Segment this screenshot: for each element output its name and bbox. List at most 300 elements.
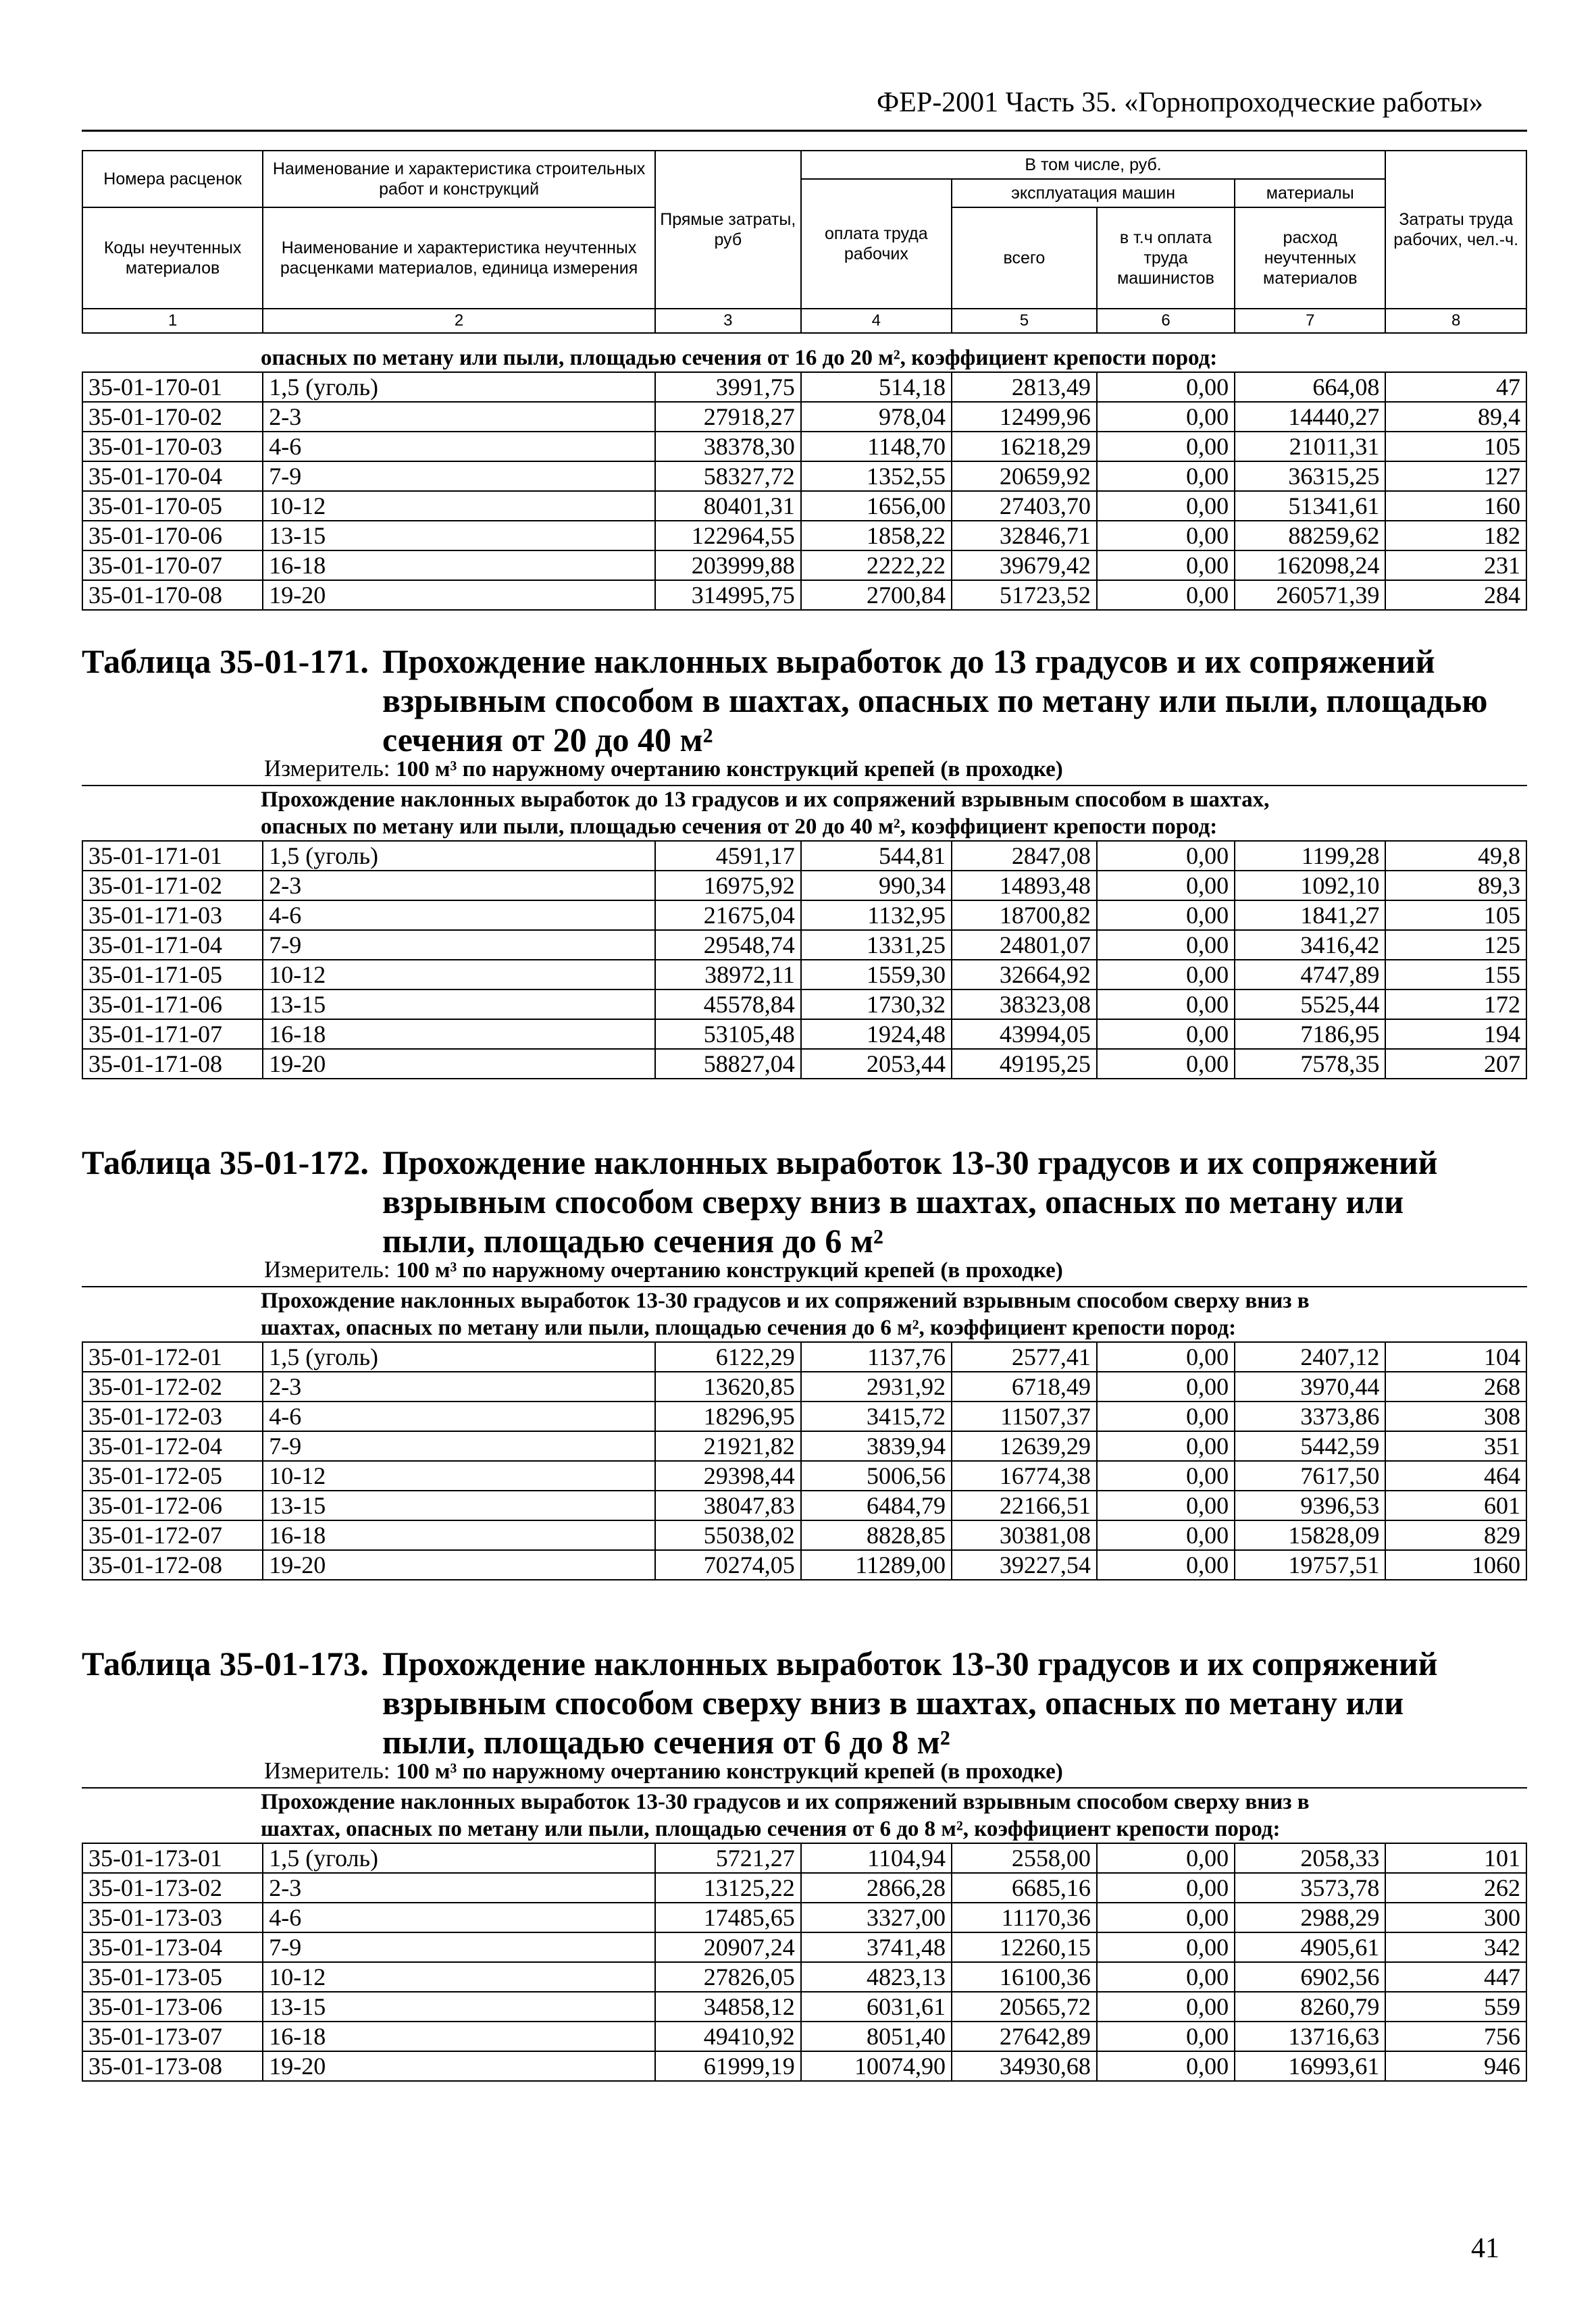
materials-cost: 36315,25 [1235,461,1385,491]
machinist-wages: 0,00 [1097,521,1235,550]
labor-hours: 601 [1385,1491,1526,1520]
materials-cost: 51341,61 [1235,491,1385,521]
table-row [82,900,1526,930]
header-col7: расход неучтенных материалов [1235,207,1385,309]
rock-hardness: 19-20 [263,1049,655,1079]
labor-wages: 1559,30 [801,960,952,989]
rock-hardness: 10-12 [263,960,655,989]
direct-cost: 203999,88 [655,550,801,580]
table-section [82,1135,1527,1580]
direct-cost: 34858,12 [655,1992,801,2022]
labor-wages: 1924,48 [801,1019,952,1049]
materials-cost: 3373,86 [1235,1402,1385,1431]
table-title-text: пыли, площадью сечения от 6 до 8 м² [382,1723,950,1761]
rate-code: 35-01-172-06 [82,1491,263,1520]
header-col6: в т.ч оплата труда машинистов [1097,207,1235,309]
labor-wages: 1104,94 [801,1843,952,1873]
measure-label: Измеритель: [264,1757,390,1784]
machine-total: 24801,07 [952,930,1097,960]
table-row [82,402,1526,432]
table-row [82,2051,1526,2081]
labor-wages: 1132,95 [801,900,952,930]
direct-cost: 58827,04 [655,1049,801,1079]
materials-cost: 16993,61 [1235,2051,1385,2081]
labor-hours: 105 [1385,432,1526,461]
measure-line [82,752,1527,785]
labor-hours: 559 [1385,1992,1526,2022]
labor-hours: 207 [1385,1049,1526,1079]
header-col2-top: Наименование и характеристика строительных работ и конструкций [263,151,655,207]
rock-hardness: 19-20 [263,2051,655,2081]
rate-code: 35-01-170-05 [82,491,263,521]
table-title-line [82,642,1527,681]
table-row [82,1461,1526,1491]
machine-total: 22166,51 [952,1491,1097,1520]
measure-value: 100 м³ по наружному очертанию конструкций крепей (в проходке) [396,757,1063,781]
direct-cost: 18296,95 [655,1402,801,1431]
page-header: ФЕР-2001 Часть 35. «Горнопроходческие работы» [877,87,1483,118]
machinist-wages: 0,00 [1097,841,1235,871]
direct-cost: 13125,22 [655,1873,801,1903]
labor-hours: 1060 [1385,1550,1526,1580]
table-title [82,1135,1527,1260]
machinist-wages: 0,00 [1097,2022,1235,2051]
header-machines: эксплуатация машин [952,179,1235,207]
rate-code: 35-01-171-03 [82,900,263,930]
machinist-wages: 0,00 [1097,930,1235,960]
labor-wages: 8828,85 [801,1520,952,1550]
direct-cost: 6122,29 [655,1342,801,1372]
rate-code: 35-01-170-01 [82,372,263,402]
direct-cost: 70274,05 [655,1550,801,1580]
table-number: Таблица 35-01-171. [82,642,369,680]
machine-total: 27403,70 [952,491,1097,521]
rock-hardness: 19-20 [263,1550,655,1580]
section-subtitle [82,785,1527,840]
direct-cost: 21675,04 [655,900,801,930]
rock-hardness: 4-6 [263,900,655,930]
materials-cost: 9396,53 [1235,1491,1385,1520]
materials-cost: 14440,27 [1235,402,1385,432]
table-row [82,580,1526,610]
machinist-wages: 0,00 [1097,1431,1235,1461]
labor-wages: 1858,22 [801,521,952,550]
rock-hardness: 16-18 [263,2022,655,2051]
rate-code: 35-01-170-04 [82,461,263,491]
direct-cost: 29398,44 [655,1461,801,1491]
rate-code: 35-01-171-08 [82,1049,263,1079]
labor-wages: 2700,84 [801,580,952,610]
page-number: 41 [1471,2233,1499,2264]
direct-cost: 16975,92 [655,871,801,900]
labor-hours: 464 [1385,1461,1526,1491]
rock-hardness: 13-15 [263,521,655,550]
table-row [82,1372,1526,1402]
labor-wages: 11289,00 [801,1550,952,1580]
table-row [82,432,1526,461]
labor-hours: 194 [1385,1019,1526,1049]
direct-cost: 38378,30 [655,432,801,461]
machinist-wages: 0,00 [1097,550,1235,580]
rate-code: 35-01-172-02 [82,1372,263,1402]
data-table [82,840,1527,1079]
rate-code: 35-01-172-07 [82,1520,263,1550]
machinist-wages: 0,00 [1097,1903,1235,1932]
machine-total: 6718,49 [952,1372,1097,1402]
labor-wages: 4823,13 [801,1962,952,1992]
machine-total: 30381,08 [952,1520,1097,1550]
labor-hours: 101 [1385,1843,1526,1873]
machine-total: 12639,29 [952,1431,1097,1461]
direct-cost: 29548,74 [655,930,801,960]
rate-code: 35-01-173-05 [82,1962,263,1992]
rate-code: 35-01-173-07 [82,2022,263,2051]
column-number: 8 [1385,309,1526,333]
machinist-wages: 0,00 [1097,1843,1235,1873]
machinist-wages: 0,00 [1097,580,1235,610]
header-group: В том числе, руб. [801,151,1386,179]
labor-wages: 6484,79 [801,1491,952,1520]
rate-code: 35-01-171-04 [82,930,263,960]
direct-cost: 17485,65 [655,1903,801,1932]
table-title-text: взрывным способом сверху вниз в шахтах, опасных по метану или [382,1183,1404,1220]
machine-total: 39679,42 [952,550,1097,580]
machinist-wages: 0,00 [1097,1932,1235,1962]
table-section [82,634,1527,1079]
labor-wages: 2222,22 [801,550,952,580]
measure-value: 100 м³ по наружному очертанию конструкций крепей (в проходке) [396,1759,1063,1784]
materials-cost: 2988,29 [1235,1903,1385,1932]
table-row [82,1019,1526,1049]
labor-wages: 978,04 [801,402,952,432]
machinist-wages: 0,00 [1097,960,1235,989]
direct-cost: 55038,02 [655,1520,801,1550]
column-number-row [82,309,1526,333]
direct-cost: 27826,05 [655,1962,801,1992]
labor-wages: 5006,56 [801,1461,952,1491]
header-col8: Затраты труда рабочих, чел.-ч. [1385,151,1526,309]
direct-cost: 3991,75 [655,372,801,402]
direct-cost: 27918,27 [655,402,801,432]
table-row [82,1843,1526,1873]
rock-hardness: 4-6 [263,432,655,461]
rock-hardness: 1,5 (уголь) [263,372,655,402]
data-table [82,371,1527,611]
table-title [82,1636,1527,1761]
materials-cost: 1199,28 [1235,841,1385,871]
materials-cost: 8260,79 [1235,1992,1385,2022]
table-title-line [82,1683,1527,1722]
labor-hours: 49,8 [1385,841,1526,871]
labor-wages: 544,81 [801,841,952,871]
rate-code: 35-01-173-02 [82,1873,263,1903]
rock-hardness: 13-15 [263,1992,655,2022]
table-row [82,1932,1526,1962]
direct-cost: 45578,84 [655,989,801,1019]
labor-hours: 155 [1385,960,1526,989]
table-title-text: взрывным способом в шахтах, опасных по метану или пыли, площадью [382,682,1488,719]
rock-hardness: 1,5 (уголь) [263,1342,655,1372]
table-row [82,989,1526,1019]
rate-code: 35-01-170-07 [82,550,263,580]
rate-code: 35-01-172-04 [82,1431,263,1461]
rock-hardness: 2-3 [263,1873,655,1903]
materials-cost: 7578,35 [1235,1049,1385,1079]
rock-hardness: 10-12 [263,1962,655,1992]
table-row [82,1962,1526,1992]
table-row [82,372,1526,402]
table-title-text: Прохождение наклонных выработок 13-30 градусов и их сопряжений [382,1645,1438,1682]
machinist-wages: 0,00 [1097,1402,1235,1431]
table-title-line [82,1143,1527,1182]
header-col1-bottom: Коды неучтенных материалов [82,207,263,309]
labor-hours: 127 [1385,461,1526,491]
machine-total: 39227,54 [952,1550,1097,1580]
section-subtitle-line: Прохождение наклонных выработок 13-30 градусов и их сопряжений взрывным способом сверху вниз в [261,1790,1310,1814]
labor-wages: 10074,90 [801,2051,952,2081]
labor-wages: 1352,55 [801,461,952,491]
direct-cost: 53105,48 [655,1019,801,1049]
rate-code: 35-01-171-06 [82,989,263,1019]
machine-total: 49195,25 [952,1049,1097,1079]
rate-code: 35-01-172-08 [82,1550,263,1580]
rock-hardness: 13-15 [263,1491,655,1520]
rate-code: 35-01-170-06 [82,521,263,550]
table-title-text: пыли, площадью сечения до 6 м² [382,1222,883,1260]
rate-code: 35-01-172-01 [82,1342,263,1372]
table-title-text: Прохождение наклонных выработок до 13 градусов и их сопряжений [382,642,1435,680]
table-row [82,841,1526,871]
machinist-wages: 0,00 [1097,1873,1235,1903]
section-subtitle-line: Прохождение наклонных выработок до 13 градусов и их сопряжений взрывным способом в шахтах, [261,788,1270,812]
table-title-text: сечения от 20 до 40 м² [382,721,713,759]
materials-cost: 162098,24 [1235,550,1385,580]
table-number: Таблица 35-01-173. [82,1645,369,1682]
machine-total: 27642,89 [952,2022,1097,2051]
rock-hardness: 7-9 [263,1932,655,1962]
direct-cost: 122964,55 [655,521,801,550]
labor-hours: 172 [1385,989,1526,1019]
machine-total: 11507,37 [952,1402,1097,1431]
labor-hours: 300 [1385,1903,1526,1932]
labor-wages: 6031,61 [801,1992,952,2022]
machinist-wages: 0,00 [1097,989,1235,1019]
column-number: 2 [263,309,655,333]
rate-code: 35-01-170-03 [82,432,263,461]
machinist-wages: 0,00 [1097,491,1235,521]
rate-code: 35-01-173-01 [82,1843,263,1873]
rock-hardness: 4-6 [263,1402,655,1431]
table-row [82,1873,1526,1903]
rock-hardness: 19-20 [263,580,655,610]
materials-cost: 4747,89 [1235,960,1385,989]
machine-total: 12499,96 [952,402,1097,432]
table-title-text: взрывным способом сверху вниз в шахтах, опасных по метану или [382,1684,1404,1722]
labor-wages: 1148,70 [801,432,952,461]
rate-code: 35-01-170-08 [82,580,263,610]
materials-cost: 1841,27 [1235,900,1385,930]
labor-wages: 1656,00 [801,491,952,521]
measure-line [82,1254,1527,1286]
machine-total: 16218,29 [952,432,1097,461]
direct-cost: 58327,72 [655,461,801,491]
header-col3: Прямые затраты, руб [655,151,801,309]
direct-cost: 13620,85 [655,1372,801,1402]
labor-wages: 3327,00 [801,1903,952,1932]
measure-label: Измеритель: [264,1256,390,1283]
table-row [82,461,1526,491]
machine-total: 51723,52 [952,580,1097,610]
machine-total: 2558,00 [952,1843,1097,1873]
section-subtitle: опасных по метану или пыли, площадью сечения от 16 до 20 м², коэффициент крепости пород: [261,346,1218,370]
header-col2-bottom: Наименование и характеристика неучтенных расценками материалов, единица измерения [263,207,655,309]
machinist-wages: 0,00 [1097,1372,1235,1402]
rock-hardness: 7-9 [263,461,655,491]
table-section [82,1636,1527,2082]
rock-hardness: 16-18 [263,550,655,580]
machine-total: 18700,82 [952,900,1097,930]
header-col5: всего [952,207,1097,309]
column-header-table [82,150,1527,334]
machine-total: 32846,71 [952,521,1097,550]
materials-cost: 2407,12 [1235,1342,1385,1372]
machinist-wages: 0,00 [1097,1992,1235,2022]
data-table [82,1843,1527,2082]
section-subtitle-line: Прохождение наклонных выработок 13-30 градусов и их сопряжений взрывным способом сверху вниз в [261,1289,1310,1313]
section-subtitle [82,1286,1527,1341]
direct-cost: 38047,83 [655,1491,801,1520]
section-subtitle-line: опасных по метану или пыли, площадью сечения от 20 до 40 м², коэффициент крепости пород: [261,815,1218,839]
machinist-wages: 0,00 [1097,1491,1235,1520]
labor-hours: 47 [1385,372,1526,402]
labor-wages: 514,18 [801,372,952,402]
materials-cost: 7186,95 [1235,1019,1385,1049]
labor-wages: 3839,94 [801,1431,952,1461]
column-number: 3 [655,309,801,333]
rock-hardness: 7-9 [263,930,655,960]
machinist-wages: 0,00 [1097,900,1235,930]
machine-total: 2813,49 [952,372,1097,402]
table-title-line [82,1644,1527,1683]
data-table [82,1341,1527,1580]
column-number: 5 [952,309,1097,333]
table-row [82,930,1526,960]
header-col1-top: Номера расценок [82,151,263,207]
labor-hours: 829 [1385,1520,1526,1550]
labor-wages: 3741,48 [801,1932,952,1962]
direct-cost: 314995,75 [655,580,801,610]
table-row [82,491,1526,521]
table-row [82,2022,1526,2051]
machine-total: 11170,36 [952,1903,1097,1932]
rock-hardness: 16-18 [263,1520,655,1550]
table-title-line [82,681,1527,720]
measure-label: Измеритель: [264,755,390,781]
rock-hardness: 10-12 [263,491,655,521]
section-subtitle-line: шахтах, опасных по метану или пыли, площадью сечения от 6 до 8 м², коэффициент крепости пород: [261,1817,1281,1841]
machine-total: 38323,08 [952,989,1097,1019]
rate-code: 35-01-171-07 [82,1019,263,1049]
materials-cost: 5525,44 [1235,989,1385,1019]
machinist-wages: 0,00 [1097,2051,1235,2081]
labor-hours: 125 [1385,930,1526,960]
table-row [82,1992,1526,2022]
rate-code: 35-01-173-03 [82,1903,263,1932]
machine-total: 6685,16 [952,1873,1097,1903]
table-row [82,1491,1526,1520]
labor-wages: 1730,32 [801,989,952,1019]
materials-cost: 4905,61 [1235,1932,1385,1962]
table-row [82,1903,1526,1932]
machinist-wages: 0,00 [1097,1461,1235,1491]
labor-wages: 8051,40 [801,2022,952,2051]
rock-hardness: 10-12 [263,1461,655,1491]
direct-cost: 21921,82 [655,1431,801,1461]
direct-cost: 4591,17 [655,841,801,871]
section-subtitle-line: шахтах, опасных по метану или пыли, площадью сечения до 6 м², коэффициент крепости пород: [261,1316,1237,1340]
direct-cost: 20907,24 [655,1932,801,1962]
rock-hardness: 16-18 [263,1019,655,1049]
labor-wages: 2931,92 [801,1372,952,1402]
table-row [82,1431,1526,1461]
labor-hours: 351 [1385,1431,1526,1461]
table-row [82,960,1526,989]
labor-hours: 756 [1385,2022,1526,2051]
labor-hours: 182 [1385,521,1526,550]
machine-total: 34930,68 [952,2051,1097,2081]
machine-total: 12260,15 [952,1932,1097,1962]
machinist-wages: 0,00 [1097,1019,1235,1049]
column-number: 7 [1235,309,1385,333]
machinist-wages: 0,00 [1097,1962,1235,1992]
rate-code: 35-01-173-08 [82,2051,263,2081]
materials-cost: 21011,31 [1235,432,1385,461]
materials-cost: 13716,63 [1235,2022,1385,2051]
labor-hours: 160 [1385,491,1526,521]
machinist-wages: 0,00 [1097,871,1235,900]
rock-hardness: 2-3 [263,1372,655,1402]
labor-wages: 990,34 [801,871,952,900]
machinist-wages: 0,00 [1097,1550,1235,1580]
materials-cost: 3573,78 [1235,1873,1385,1903]
rate-code: 35-01-172-03 [82,1402,263,1431]
materials-cost: 5442,59 [1235,1431,1385,1461]
rate-code: 35-01-172-05 [82,1461,263,1491]
materials-cost: 664,08 [1235,372,1385,402]
header-col4: оплата труда рабочих [801,179,952,309]
materials-cost: 6902,56 [1235,1962,1385,1992]
table-row [82,1402,1526,1431]
table-row [82,1049,1526,1079]
column-number: 1 [82,309,263,333]
table-title-text: Прохождение наклонных выработок 13-30 градусов и их сопряжений [382,1143,1438,1181]
materials-cost: 88259,62 [1235,521,1385,550]
direct-cost: 49410,92 [655,2022,801,2051]
table-row [82,550,1526,580]
measure-line [82,1755,1527,1787]
rock-hardness: 4-6 [263,1903,655,1932]
rock-hardness: 2-3 [263,871,655,900]
column-number: 4 [801,309,952,333]
materials-cost: 1092,10 [1235,871,1385,900]
materials-cost: 15828,09 [1235,1520,1385,1550]
rock-hardness: 7-9 [263,1431,655,1461]
labor-hours: 231 [1385,550,1526,580]
labor-wages: 1331,25 [801,930,952,960]
rock-hardness: 1,5 (уголь) [263,841,655,871]
materials-cost: 3970,44 [1235,1372,1385,1402]
measure-value: 100 м³ по наружному очертанию конструкций крепей (в проходке) [396,1258,1063,1283]
